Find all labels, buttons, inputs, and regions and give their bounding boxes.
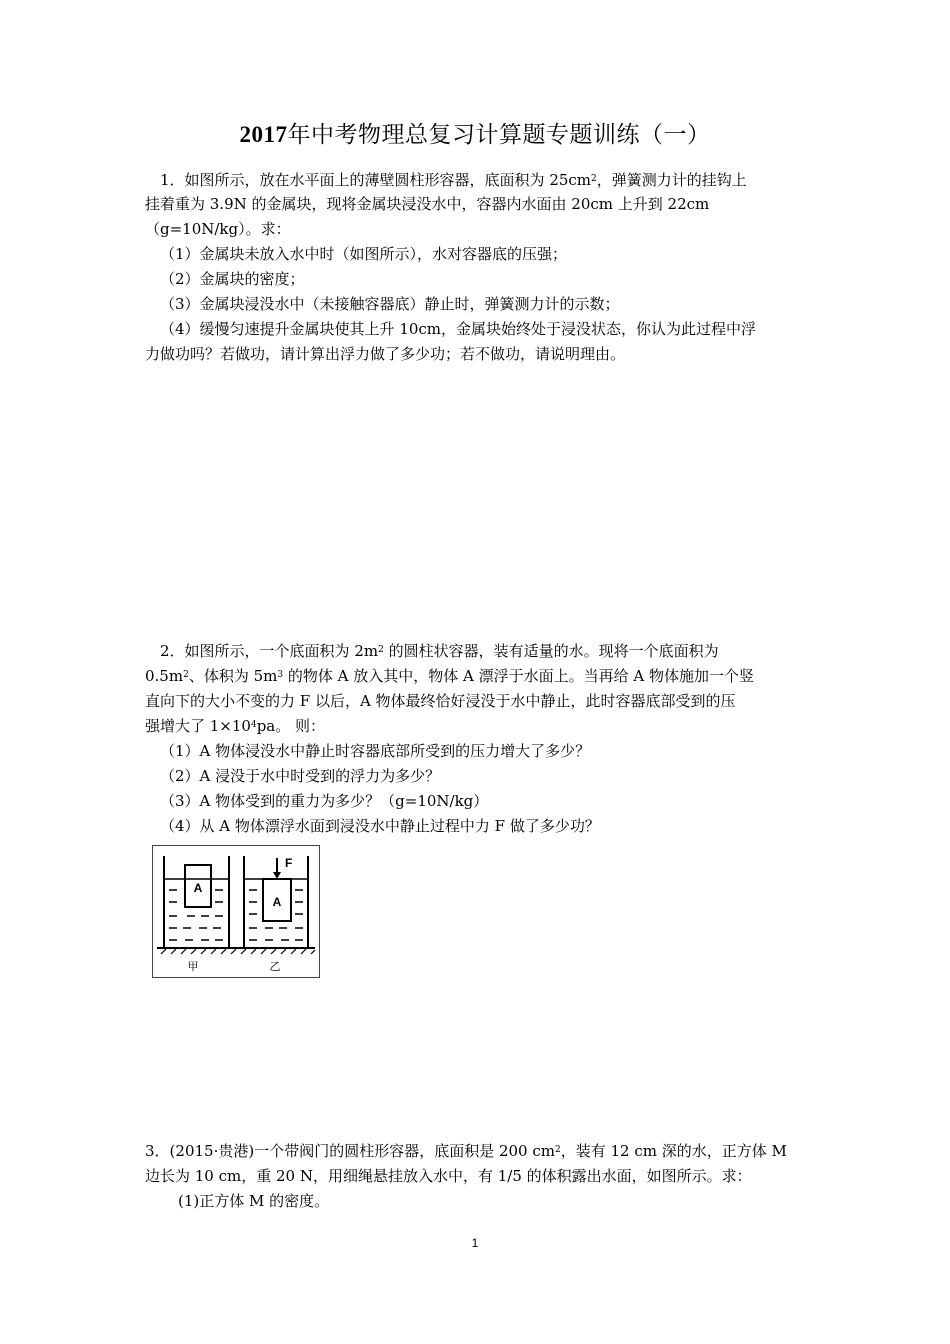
q1-sub-2: （2）金属块的密度； (160, 270, 305, 288)
q1-sub-1: （1）金属块未放入水中时（如图所示），水对容器底的压强； (160, 245, 568, 263)
q2-sub-4: （4）从 A 物体漂浮水面到浸没水中静止过程中力 F 做了多少功？ (160, 817, 600, 835)
page-number: 1 (471, 1236, 479, 1250)
q2-line-2: $0.5m^2$、体积为 $5m^3$ 的物体 A 放入其中，物体 A 漂浮于水面上。当再给 A 物体施加一个竖 (145, 667, 754, 685)
q3-line-2: 边长为 10 cm，重 20 N，用细绳悬挂放入水中，有 1/5 的体积露出水面，如图所示。求： (145, 1167, 752, 1185)
q1-sub-4b: 力做功吗？若做功，请计算出浮力做了多少功；若不做功，请说明理由。 (145, 345, 626, 363)
block-label-left: A (193, 881, 203, 895)
label-jia: 甲 (187, 960, 199, 973)
container-diagram (153, 846, 319, 977)
q1-sub-4a: （4）缓慢匀速提升金属块使其上升 10cm，金属块始终处于浸没状态，你认为此过程中浮 (160, 320, 757, 338)
block-label-right: A (272, 895, 282, 909)
q2-sub-1: （1）A 物体浸没水中静止时容器底部所受到的压力增大了多少？ (160, 742, 591, 760)
q1-line-3: （g=10N/kg）。求： (145, 220, 291, 238)
page-title: 2017年中考物理总复习计算题专题训练（一） (239, 122, 711, 148)
q2-figure (152, 845, 320, 978)
q1-line-1: 1．如图所示，放在水平面上的薄壁圆柱形容器，底面积为 $25cm^2$，弹簧测力计的挂钩上 (160, 171, 747, 189)
q3-sub-1: (1)正方体 M 的密度。 (178, 1192, 330, 1210)
label-yi: 乙 (269, 960, 281, 973)
q2-line-4: 强增大了 $1\times 10^4pa$。 则： (145, 717, 326, 735)
q1-line-2: 挂着重为 3.9N 的金属块，现将金属块浸没水中，容器内水面由 20cm 上升到 22cm (145, 195, 710, 213)
q2-line-1: 2．如图所示，一个底面积为 $2m^2$ 的圆柱状容器，装有适量的水。现将一个底面积为 (160, 642, 719, 660)
q1-sub-3: （3）金属块浸没水中（未接触容器底）静止时，弹簧测力计的示数； (160, 295, 620, 313)
q2-line-3: 直向下的大小不变的力 F 以后，A 物体最终恰好浸没于水中静止，此时容器底部受到的压 (145, 692, 736, 710)
force-label: F (285, 856, 293, 870)
q2-sub-3: （3）A 物体受到的重力为多少？（g=10N/kg） (160, 792, 489, 810)
q3-line-1: 3．(2015·贵港)一个带阀门的圆柱形容器，底面积是 200 $cm^2$，装有 12 cm 深的水，正方体 M (145, 1142, 787, 1160)
q2-sub-2: （2）A 浸没于水中时受到的浮力为多少？ (160, 767, 441, 785)
